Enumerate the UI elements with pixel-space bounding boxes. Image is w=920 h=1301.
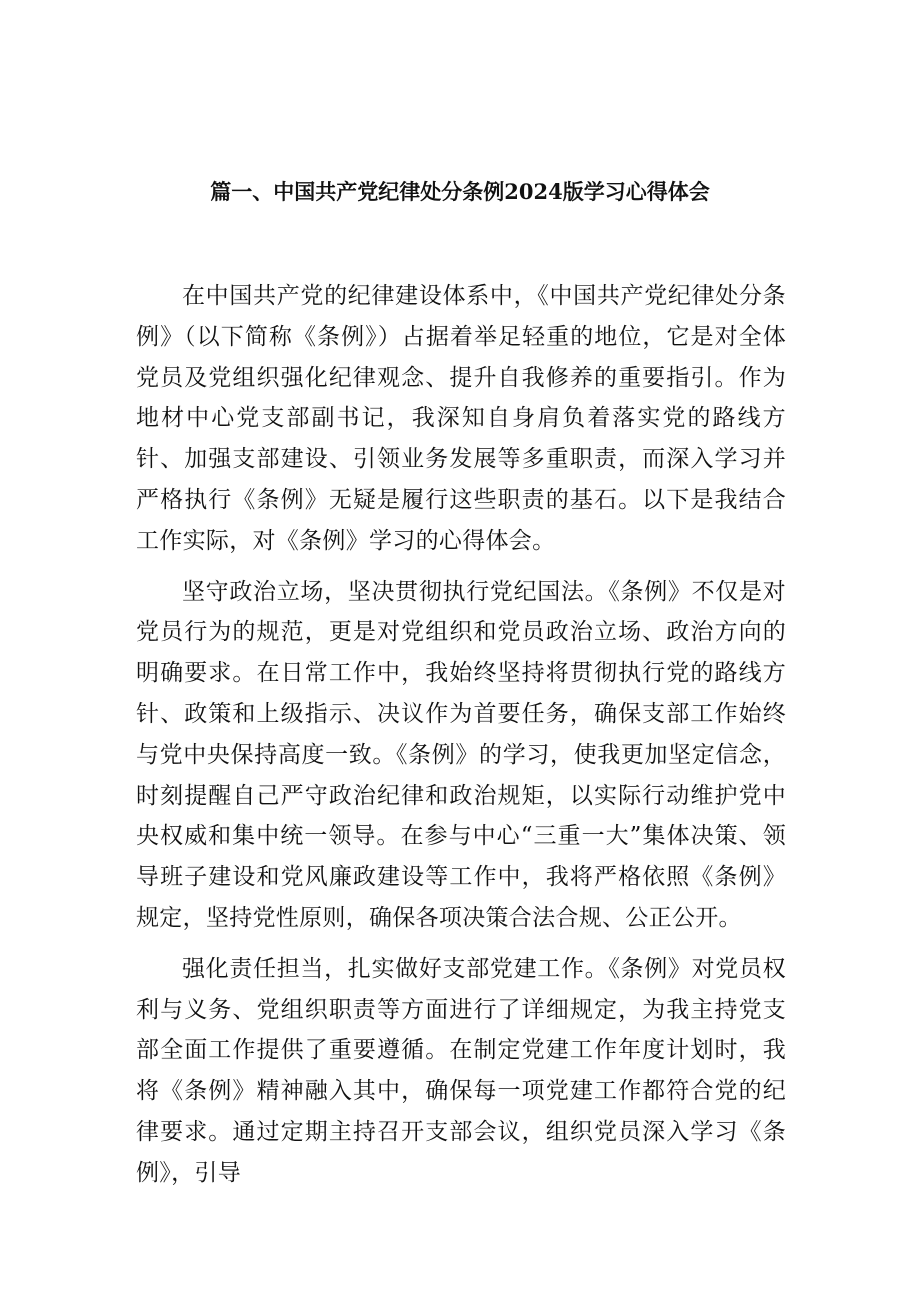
document-body [136,276,786,1204]
document-title: 篇一、中国共产党纪律处分条例2024版学习心得体会 [210,179,710,204]
paragraph-3: 强化责任担当，扎实做好支部党建工作。《条例》对党员权利与义务、党组织职责等方面进行了详细规定，为我主持党支部全面工作提供了重要遵循。在制定党建工作年度计划时，我将《条例》精神融入其中，确保每一项党建工作都符合党的纪律要求。通过定期主持召开支部会议，组织党员深入学习《条例》，引导 [136,955,786,1186]
paragraph-2: 坚守政治立场，坚决贯彻执行党纪国法。《条例》不仅是对党员行为的规范，更是对党组织和党员政治立场、政治方向的明确要求。在日常工作中，我始终坚持将贯彻执行党的路线方针、政策和上级指示、决议作为首要任务，确保支部工作始终与党中央保持高度一致。《条例》的学习，使我更加坚定信念，时刻提醒自己严守政治纪律和政治规矩，以实际行动维护党中央权威和集中统一领导。在参与中心“三重一大”集体决策、领导班子建设和党风廉政建设等工作中，我将严格依照《条例》规定，坚持党性原则，确保各项决策合法合规、公正公开。 [136,578,786,931]
paragraph-1: 在中国共产党的纪律建设体系中，《中国共产党纪律处分条例》（以下简称《条例》）占据着举足轻重的地位，它是对全体党员及党组织强化纪律观念、提升自我修养的重要指引。作为地材中心党支部副书记，我深知自身肩负着落实党的路线方针、加强支部建设、引领业务发展等多重职责，而深入学习并严格执行《条例》无疑是履行这些职责的基石。以下是我结合工作实际，对《条例》学习的心得体会。 [136,283,786,554]
